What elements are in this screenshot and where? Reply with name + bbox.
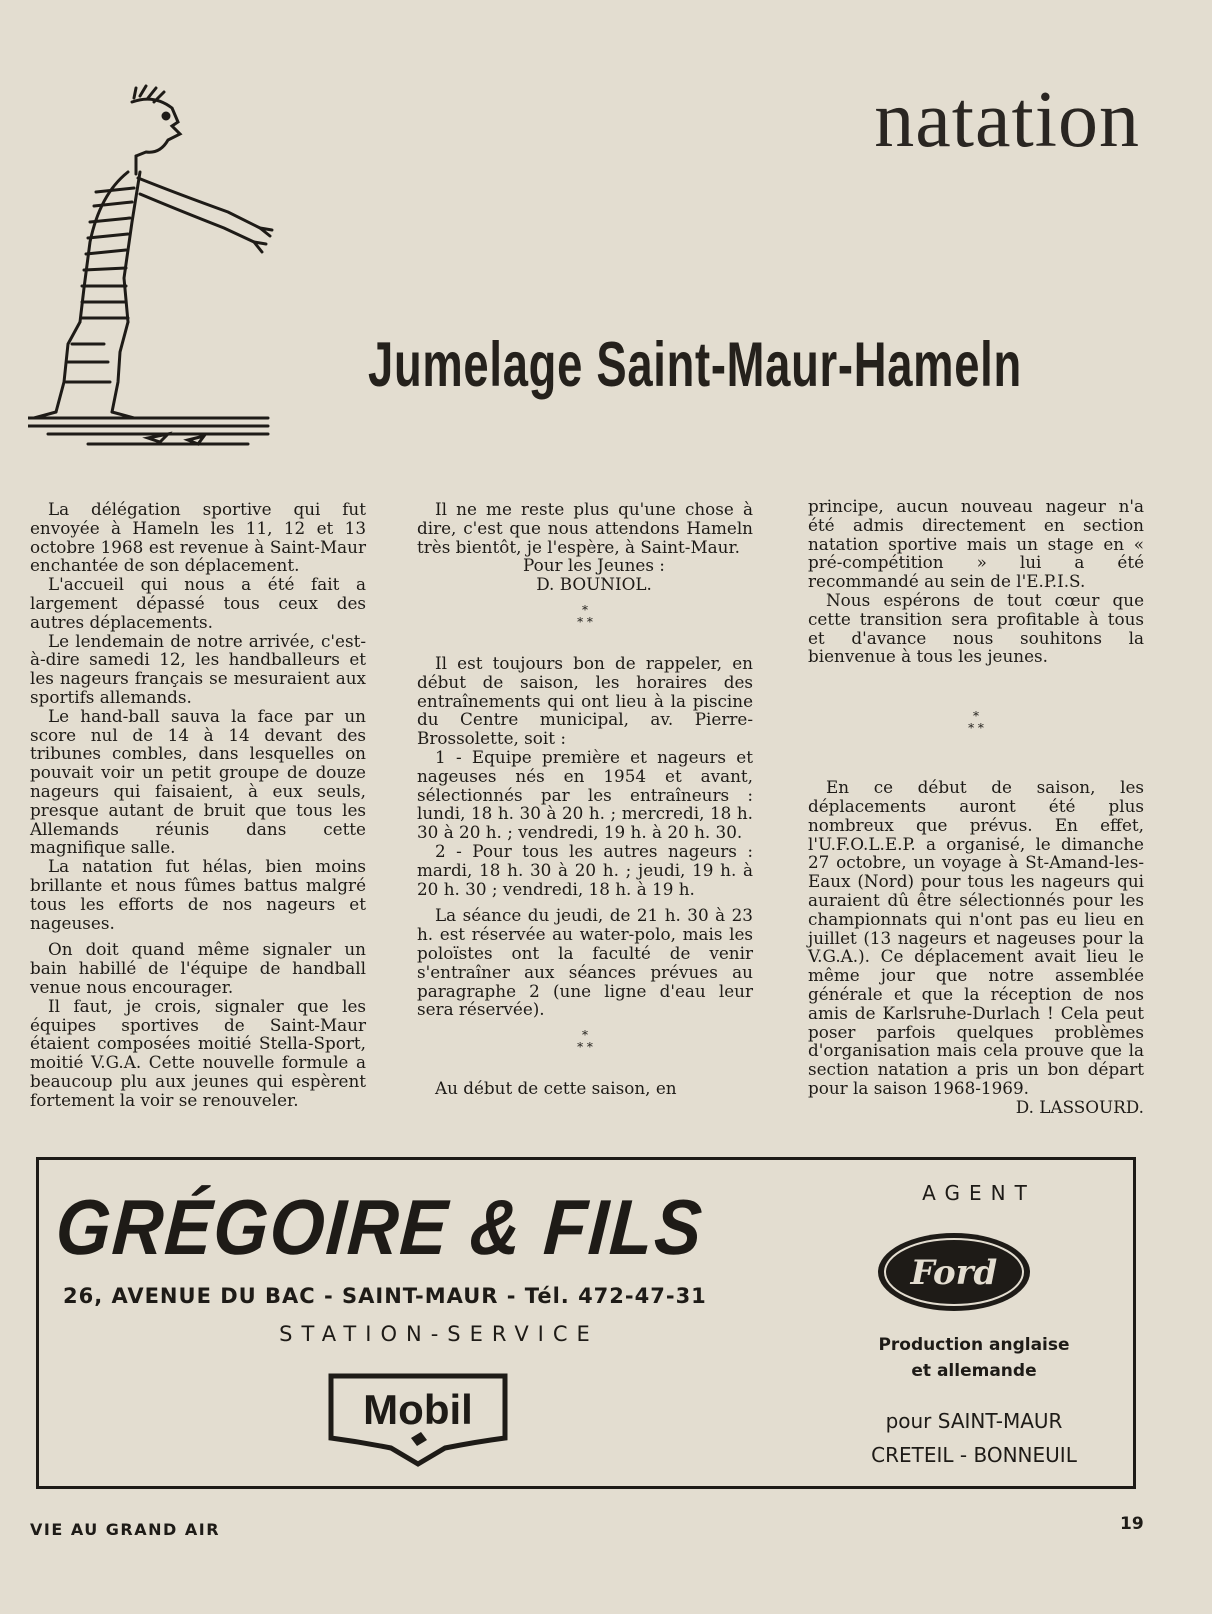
paragraph: Au début de cette saison, en [435, 1078, 677, 1099]
ad-location-line: CRETEIL - BONNEUIL [871, 1443, 1077, 1467]
ford-logo [875, 1230, 1033, 1314]
ad-production-line: et allemande [911, 1361, 1037, 1381]
paragraph: En ce début de saison, les déplacements auront été plus nombreux que prévus. En effet, l'U.F.O.L.E.P. a organisé, le dimanche 27 octobre, un voyage à St-Amand-les-Eaux (Nord) pour tous les nageurs qui auraient dû être sélectionnés pour les championnats qui n'ont pas eu lieu en juillet (13 nageurs et nageuses pour la V.G.A.). Ce déplacement avait lieu le même jour que notre assemblée générale et que la réception de nos amis de Karlsruhe-Durlach ! Cela peut poser parfois quelques problèmes d'organisation mais cela prouve que la section natation a pris un bon départ pour la saison 1968-1969. [808, 777, 1144, 1098]
paragraph: Il est toujours bon de rappeler, en début de saison, les horaires des entraînements qui ont lieu à la piscine du Centre municipal, av. Pierre-Brossolette, soit : [417, 652, 753, 749]
ad-station-label: STATION-SERVICE [279, 1322, 599, 1346]
paragraph: La séance du jeudi, de 21 h. 30 à 23 h. est réservée au water-polo, mais les poloïstes ont la faculté de venir s'entraîner aux séances prévues au paragraphe 2 (une ligne d'eau leur sera réservée). [417, 905, 753, 1020]
ad-location-line: pour SAINT-MAUR [885, 1409, 1063, 1433]
mobil-logo-text: Mobil [363, 1386, 473, 1433]
ad-address: 26, AVENUE DU BAC - SAINT-MAUR - Tél. 472-47-31 [63, 1284, 707, 1308]
signature-line: Pour les Jeunes : [523, 555, 665, 576]
article-column-2 [417, 500, 753, 1098]
ad-production-line: Production anglaise [878, 1335, 1070, 1355]
ford-logo-text: Ford [910, 1253, 998, 1293]
signature-name: D. BOUNIOL. [536, 574, 652, 595]
paragraph: Nous espérons de tout cœur que cette transition sera profitable à tous et d'avance nous souhitons la bienvenue à tous les jeunes. [808, 589, 1144, 667]
ad-production-text [809, 1332, 1139, 1384]
page-number: 19 [1120, 1514, 1144, 1534]
paragraph: principe, aucun nouveau nageur n'a été admis directement en section natation sportive mais un stage en « pré-compétition » lui a été recommandé au sein de l'E.P.I.S. [808, 496, 1144, 592]
paragraph: Il faut, je crois, signaler que les équipes sportives de Saint-Maur étaient composées moitié Stella-Sport, moitié V.G.A. Cette nouvelle formule a beaucoup plu aux jeunes qui espèrent fortement la voir se renouveler. [30, 995, 366, 1110]
magazine-name: VIE AU GRAND AIR [30, 1520, 221, 1539]
section-separator: * * * [577, 602, 593, 629]
advertisement [36, 1157, 1136, 1489]
paragraph: Le lendemain de notre arrivée, c'est-à-dire samedi 12, les handballeurs et les nageurs français se mesuraient aux sportifs allemands. [30, 630, 366, 707]
article-column-1 [30, 500, 366, 1110]
article-headline: Jumelage Saint-Maur-Hameln [368, 330, 1022, 400]
ad-locations [809, 1404, 1139, 1472]
swimmer-drawing [28, 82, 290, 462]
paragraph: Il ne me reste plus qu'une chose à dire, c'est que nous attendons Hameln très bientôt, je l'espère, à Saint-Maur. [417, 499, 753, 557]
article-column-3 [808, 497, 1144, 1117]
mobil-logo [325, 1372, 511, 1468]
paragraph: La natation fut hélas, bien moins brillante et nous fûmes battus malgré tous les efforts de nos nageurs et nageuses. [30, 856, 366, 933]
section-separator: * * * [577, 1028, 593, 1055]
ad-company-name: GRÉGOIRE & FILS [53, 1183, 707, 1271]
paragraph: 2 - Pour tous les autres nageurs : mardi, 18 h. 30 à 20 h. ; jeudi, 19 h. à 20 h. 30 ; vendredi, 18 h. à 19 h. [417, 840, 753, 899]
ad-agent-label: AGENT [922, 1181, 1036, 1205]
section-separator: * * * [968, 709, 984, 736]
section-title: natation [874, 76, 1140, 164]
paragraph: Le hand-ball sauva la face par un score nul de 14 à 14 devant des tribunes combles, dans lesquelles on pouvait voir un petit groupe de douze nageurs qui faisaient, à eux seuls, presque autant de bruit que tous les Allemands réunis dans cette magnifique salle. [30, 705, 366, 858]
paragraph: La délégation sportive qui fut envoyée à Hameln les 11, 12 et 13 octobre 1968 est revenue à Saint-Maur enchantée de son déplacement. [30, 499, 366, 576]
paragraph: L'accueil qui nous a été fait a largement dépassé tous ceux des autres déplacements. [30, 574, 366, 632]
signature-name: D. LASSOURD. [1015, 1096, 1144, 1117]
paragraph: 1 - Equipe première et nageurs et nageuses nés en 1954 et avant, sélectionnés par les entraîneurs : lundi, 18 h. 30 à 20 h. ; mercredi, 18 h. 30 à 20 h. ; vendredi, 19 h. à 20 h. 30. [417, 746, 753, 843]
paragraph: On doit quand même signaler un bain habillé de l'équipe de handball venue nous encourager. [30, 939, 366, 997]
